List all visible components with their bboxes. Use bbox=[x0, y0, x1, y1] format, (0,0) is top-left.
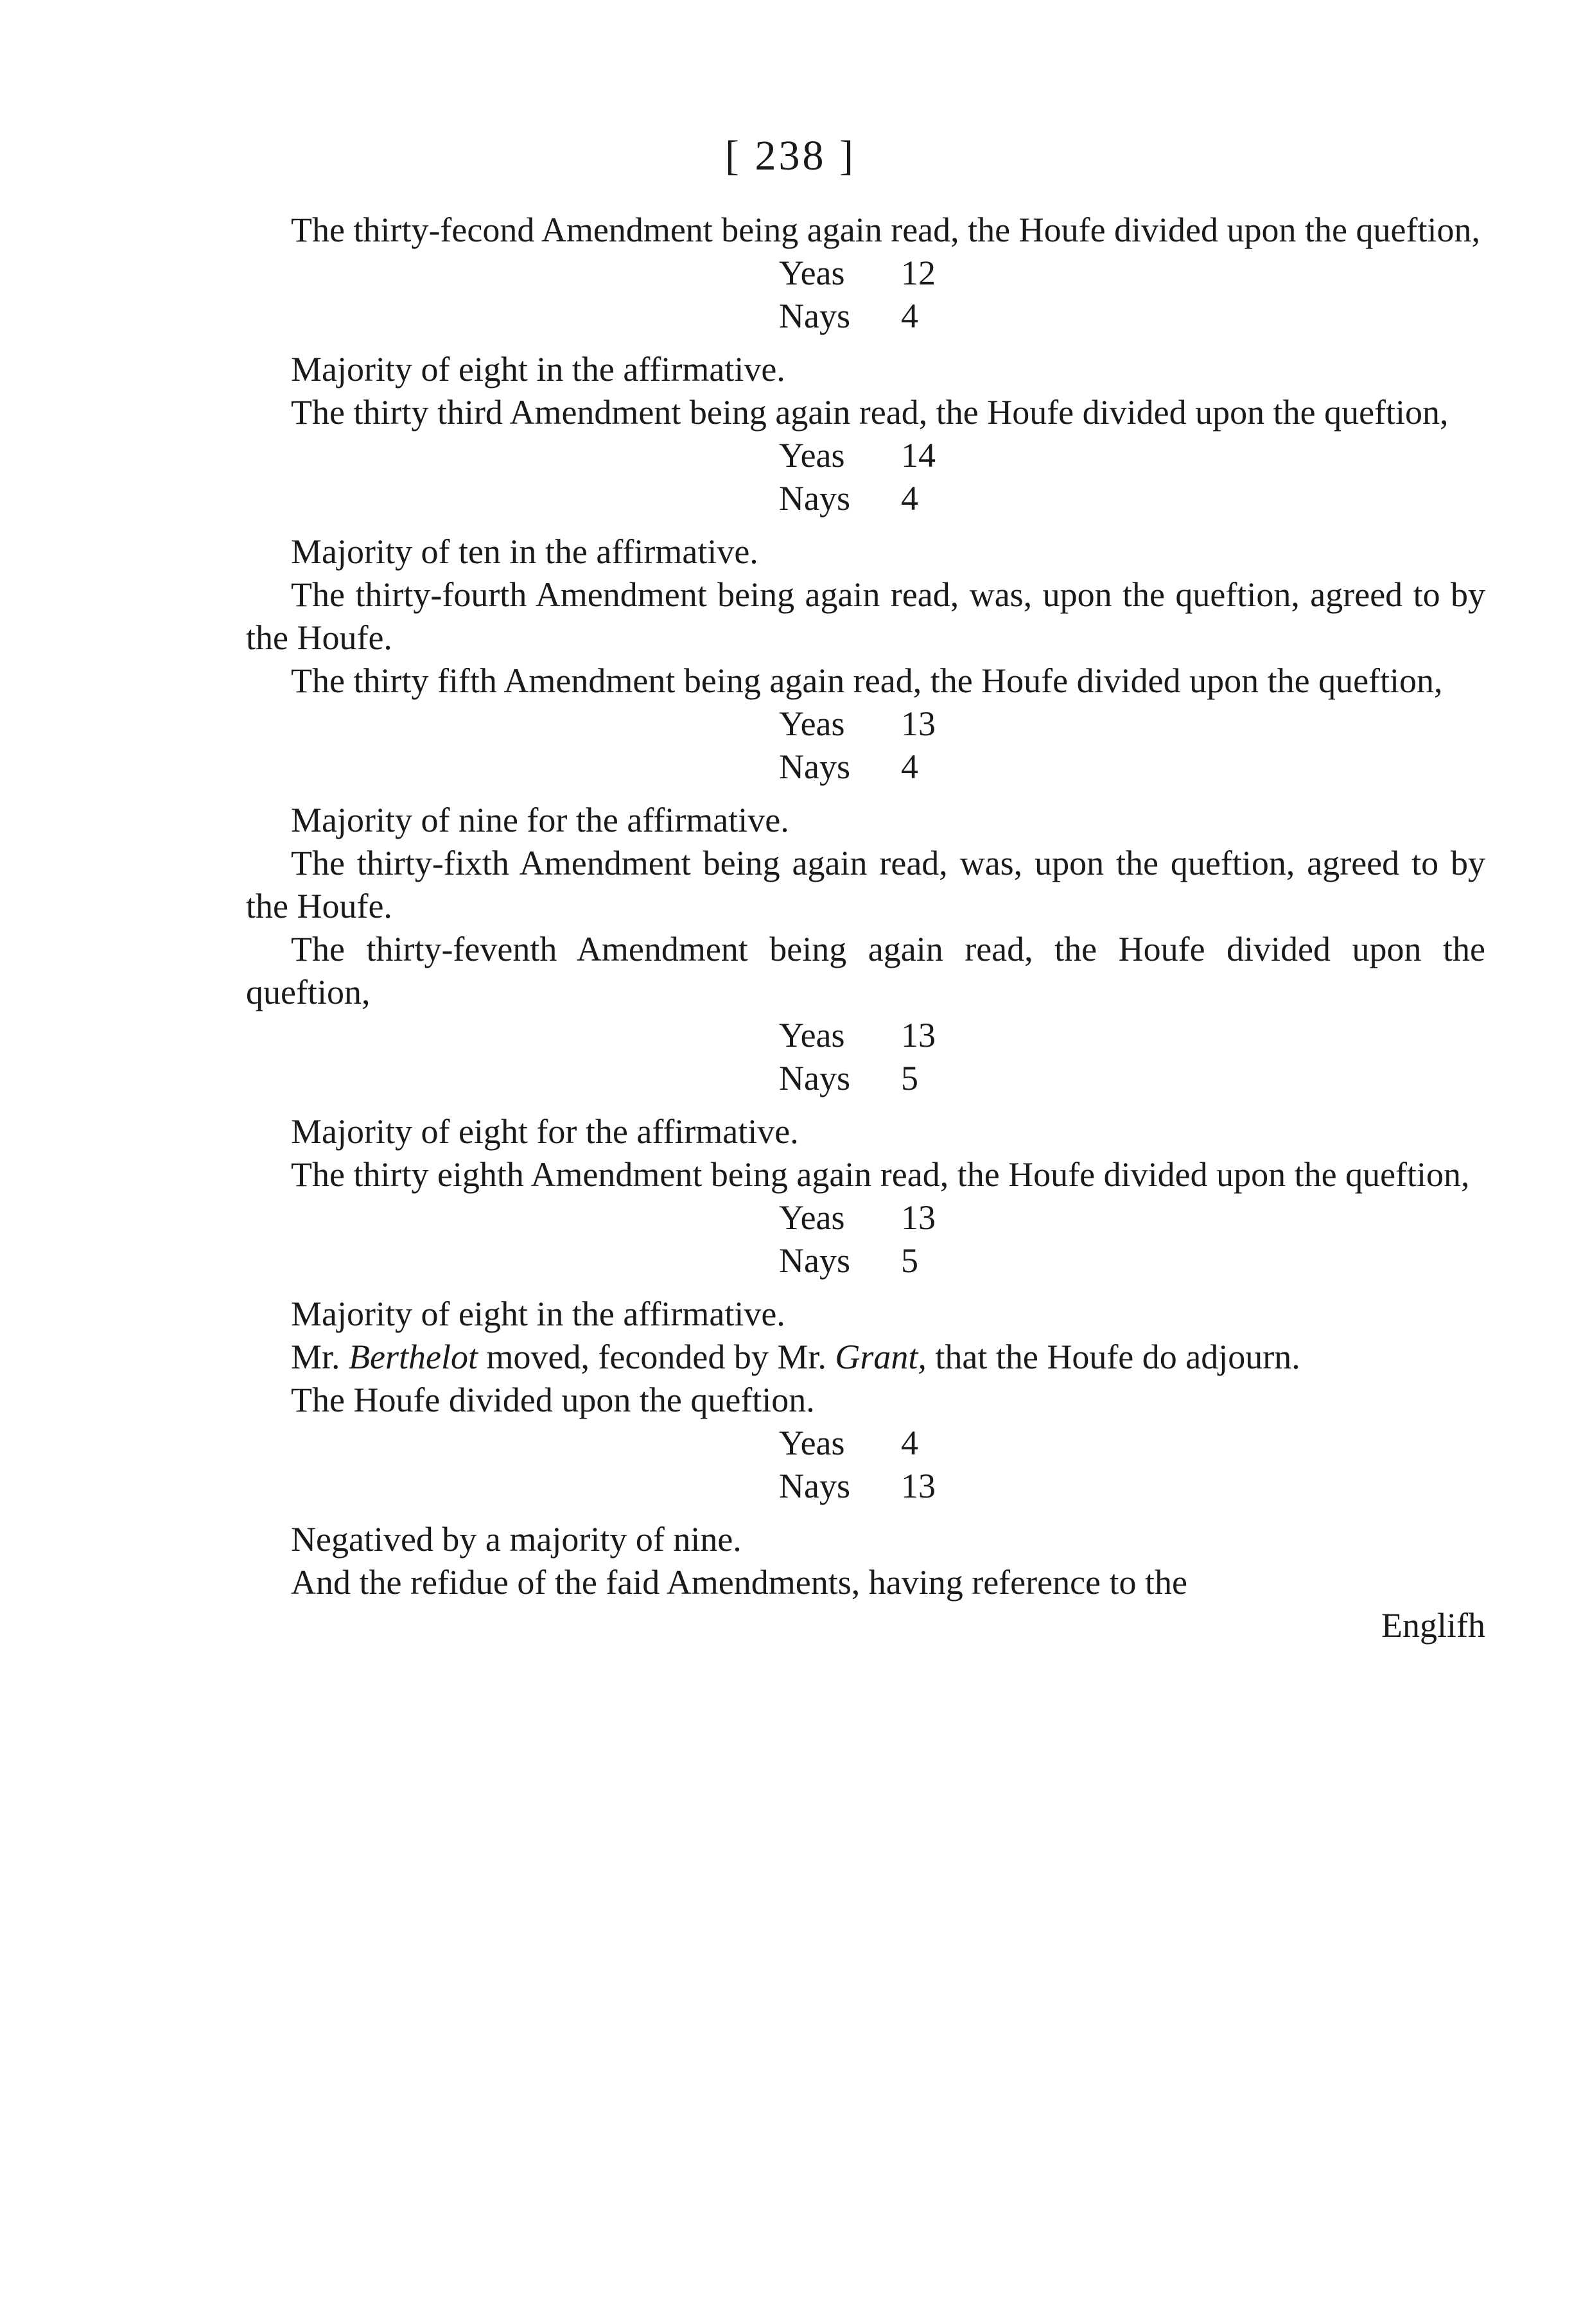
paragraph-majority: Majority of eight in the affirmative. bbox=[291, 1295, 785, 1333]
paragraph-adjourn-motion bbox=[246, 1336, 1485, 1379]
motion-text: moved, feconded by Mr. bbox=[486, 1338, 826, 1376]
nays-label: Nays bbox=[779, 747, 850, 786]
vote-yeas bbox=[246, 1014, 1485, 1057]
paragraph-majority: Majority of nine for the affirmative. bbox=[291, 801, 789, 839]
vote-nays bbox=[246, 295, 1485, 338]
vote-nays bbox=[246, 477, 1485, 520]
yeas-label: Yeas bbox=[779, 436, 845, 475]
yeas-count: 4 bbox=[901, 1424, 918, 1462]
body-text bbox=[246, 209, 1485, 1647]
vote-nays bbox=[246, 746, 1485, 789]
nays-label: Nays bbox=[779, 1467, 850, 1505]
paragraph-36th-amendment: The thirty-fixth Amendment being again read, was, upon the queftion, agreed to by the Houfe. bbox=[246, 844, 1485, 925]
yeas-count: 13 bbox=[901, 1016, 936, 1054]
paragraph-34th-amendment: The thirty-fourth Amendment being again read, was, upon the queftion, agreed to by the Houfe. bbox=[246, 575, 1485, 657]
paragraph-division: The Houfe divided upon the queftion. bbox=[291, 1381, 815, 1419]
nays-label: Nays bbox=[779, 1059, 850, 1097]
yeas-label: Yeas bbox=[779, 1198, 845, 1237]
nays-count: 4 bbox=[901, 747, 918, 786]
nays-count: 5 bbox=[901, 1059, 918, 1097]
vote-nays bbox=[246, 1239, 1485, 1282]
paragraph-majority: Majority of ten in the affirmative. bbox=[291, 532, 758, 571]
vote-yeas bbox=[246, 703, 1485, 746]
member-name: Grant, bbox=[835, 1338, 927, 1376]
page-number: [ 238 ] bbox=[725, 132, 856, 179]
yeas-label: Yeas bbox=[779, 1016, 845, 1054]
yeas-label: Yeas bbox=[779, 704, 845, 743]
paragraph-negatived: Negatived by a majority of nine. bbox=[291, 1520, 742, 1559]
member-name: Berthelot bbox=[349, 1338, 478, 1376]
paragraph-35th-amendment: The thirty fifth Amendment being again read, the Houfe divided upon the queftion, bbox=[291, 661, 1443, 700]
nays-count: 4 bbox=[901, 297, 918, 335]
nays-count: 13 bbox=[901, 1467, 936, 1505]
paragraph-37th-amendment: The thirty-feventh Amendment being again read, the Houfe divided upon the queftion, bbox=[246, 930, 1485, 1011]
yeas-count: 12 bbox=[901, 254, 936, 292]
catchword: Englifh bbox=[1381, 1606, 1485, 1645]
vote-yeas bbox=[246, 252, 1485, 295]
nays-count: 4 bbox=[901, 479, 918, 518]
paragraph-38th-amendment: The thirty eighth Amendment being again read, the Houfe divided upon the queftion, bbox=[291, 1155, 1470, 1194]
vote-yeas bbox=[246, 434, 1485, 477]
nays-label: Nays bbox=[779, 1241, 850, 1280]
yeas-count: 14 bbox=[901, 436, 936, 475]
paragraph-residue: And the refidue of the faid Amendments, having reference to the bbox=[291, 1563, 1187, 1602]
paragraph-33rd-amendment: The thirty third Amendment being again read, the Houfe divided upon the queftion, bbox=[291, 393, 1449, 432]
yeas-count: 13 bbox=[901, 1198, 936, 1237]
vote-yeas bbox=[246, 1196, 1485, 1239]
paragraph-32nd-amendment: The thirty-fecond Amendment being again read, the Houfe divided upon the queftion, bbox=[291, 211, 1480, 249]
vote-yeas bbox=[246, 1422, 1485, 1465]
yeas-label: Yeas bbox=[779, 254, 845, 292]
motion-text: Mr. bbox=[291, 1338, 340, 1376]
nays-count: 5 bbox=[901, 1241, 918, 1280]
nays-label: Nays bbox=[779, 297, 850, 335]
paragraph-majority: Majority of eight in the affirmative. bbox=[291, 350, 785, 389]
yeas-label: Yeas bbox=[779, 1424, 845, 1462]
nays-label: Nays bbox=[779, 479, 850, 518]
paragraph-majority: Majority of eight for the affirmative. bbox=[291, 1112, 799, 1151]
vote-nays bbox=[246, 1465, 1485, 1508]
yeas-count: 13 bbox=[901, 704, 936, 743]
vote-nays bbox=[246, 1057, 1485, 1100]
motion-text: that the Houfe do adjourn. bbox=[935, 1338, 1300, 1376]
